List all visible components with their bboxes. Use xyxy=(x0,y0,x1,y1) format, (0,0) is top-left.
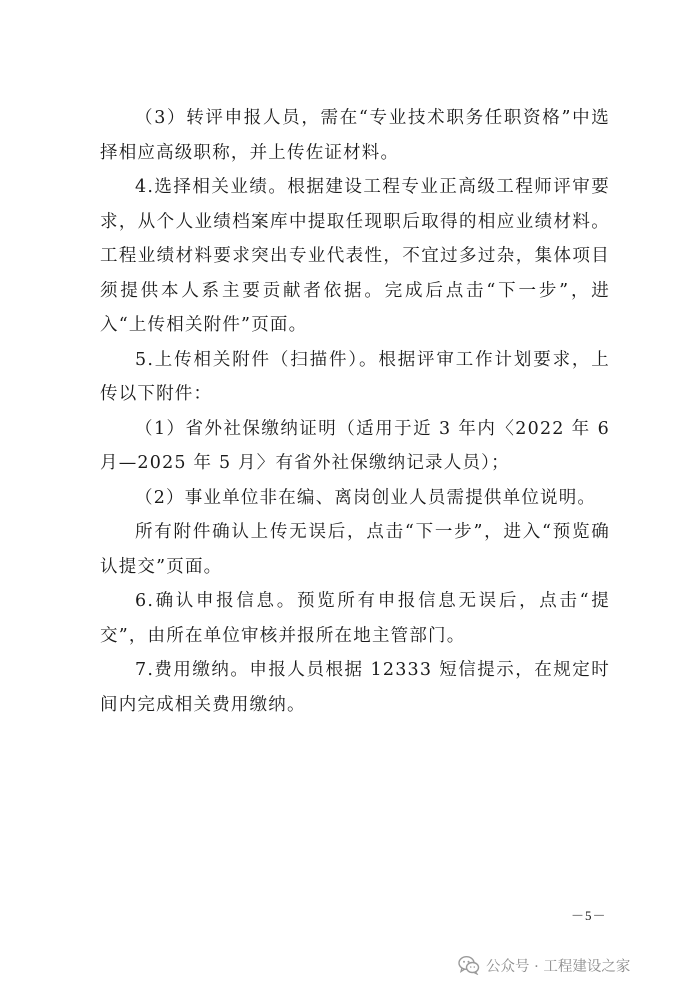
paragraph-3-transfer-applicants: （3）转评申报人员，需在“专业技术职务任职资格”中选择相应高级职称，并上传佐证材料。 xyxy=(100,108,610,163)
watermark-text: 公众号 · 工程建设之家 xyxy=(486,958,631,975)
paragraph-confirm-upload: 所有附件确认上传无误后，点击“下一步”，进入“预览确认提交”页面。 xyxy=(100,522,610,577)
paragraph-attachment-2: （2）事业单位非在编、离岗创业人员需提供单位说明。 xyxy=(135,487,597,508)
paragraph-step-4-select-achievements: 4.选择相关业绩。根据建设工程专业正高级工程师评审要求，从个人业绩档案库中提取任现职后取得的相应业绩材料。工程业绩材料要求突出专业代表性，不宜过多过杂，集体项目须提供本人系主要贡献者依据。完成后点击“下一步”，进入“上传相关附件”页面。 xyxy=(100,177,610,335)
wechat-icon xyxy=(458,955,480,975)
watermark xyxy=(458,952,630,978)
paragraph-step-6-confirm-info: 6.确认申报信息。预览所有申报信息无误后，点击“提交”，由所在单位审核并报所在地主管部门。 xyxy=(100,591,610,646)
paragraph-attachment-1: （1）省外社保缴纳证明（适用于近 3 年内〈2022 年 6 月—2025 年 5 月〉有省外社保缴纳记录人员）； xyxy=(100,418,610,473)
paragraph-step-5-upload-attachments: 5.上传相关附件（扫描件）。根据评审工作计划要求，上传以下附件： xyxy=(100,349,610,404)
paragraph-step-7-fee-payment: 7.费用缴纳。申报人员根据 12333 短信提示，在规定时间内完成相关费用缴纳。 xyxy=(100,660,610,715)
page-number: －5－ xyxy=(571,908,607,923)
document-body xyxy=(100,101,610,722)
